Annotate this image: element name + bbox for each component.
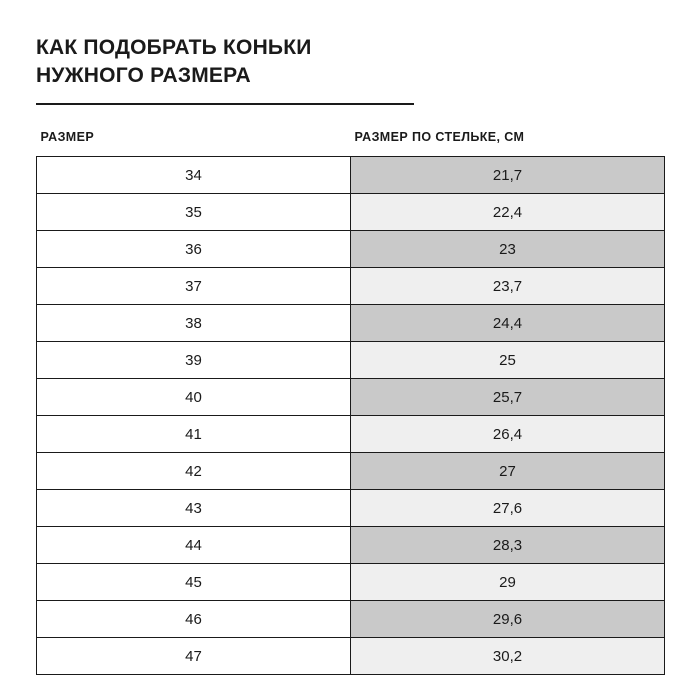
page-title-line-1: КАК ПОДОБРАТЬ КОНЬКИ <box>36 36 312 59</box>
column-header-insole: РАЗМЕР ПО СТЕЛЬКЕ, СМ <box>354 130 525 145</box>
cell-insole: 23 <box>351 231 665 268</box>
cell-insole: 25 <box>351 342 665 379</box>
table-header-row <box>37 130 665 157</box>
cell-insole: 29,6 <box>351 601 665 638</box>
table-row <box>37 638 665 675</box>
cell-insole: 25,7 <box>351 379 665 416</box>
cell-insole: 29 <box>351 564 665 601</box>
cell-size: 35 <box>37 194 351 231</box>
table-row <box>37 601 665 638</box>
column-header-size: РАЗМЕР <box>40 130 95 145</box>
table-row <box>37 231 665 268</box>
cell-insole: 27,6 <box>351 490 665 527</box>
table-row <box>37 453 665 490</box>
cell-insole: 24,4 <box>351 305 665 342</box>
table-row <box>37 268 665 305</box>
table-row <box>37 305 665 342</box>
table-row <box>37 416 665 453</box>
size-table <box>36 130 665 675</box>
table-row <box>37 490 665 527</box>
cell-insole: 22,4 <box>351 194 665 231</box>
title-divider <box>36 103 414 105</box>
cell-insole: 23,7 <box>351 268 665 305</box>
cell-size: 39 <box>37 342 351 379</box>
size-table-head <box>37 130 665 157</box>
cell-insole: 28,3 <box>351 527 665 564</box>
cell-insole: 27 <box>351 453 665 490</box>
cell-size: 38 <box>37 305 351 342</box>
size-table-body <box>37 157 665 675</box>
cell-size: 43 <box>37 490 351 527</box>
cell-size: 44 <box>37 527 351 564</box>
table-row <box>37 564 665 601</box>
size-table-wrapper <box>36 130 664 675</box>
cell-insole: 26,4 <box>351 416 665 453</box>
cell-size: 37 <box>37 268 351 305</box>
cell-size: 41 <box>37 416 351 453</box>
table-row <box>37 194 665 231</box>
cell-size: 40 <box>37 379 351 416</box>
cell-size: 46 <box>37 601 351 638</box>
table-row <box>37 342 665 379</box>
cell-insole: 30,2 <box>351 638 665 675</box>
page-title <box>36 34 416 89</box>
table-row <box>37 527 665 564</box>
cell-size: 47 <box>37 638 351 675</box>
cell-size: 42 <box>37 453 351 490</box>
table-row <box>37 157 665 194</box>
page-title-line-2: НУЖНОГО РАЗМЕРА <box>36 63 251 87</box>
cell-insole: 21,7 <box>351 157 665 194</box>
cell-size: 34 <box>37 157 351 194</box>
table-row <box>37 379 665 416</box>
cell-size: 36 <box>37 231 351 268</box>
cell-size: 45 <box>37 564 351 601</box>
